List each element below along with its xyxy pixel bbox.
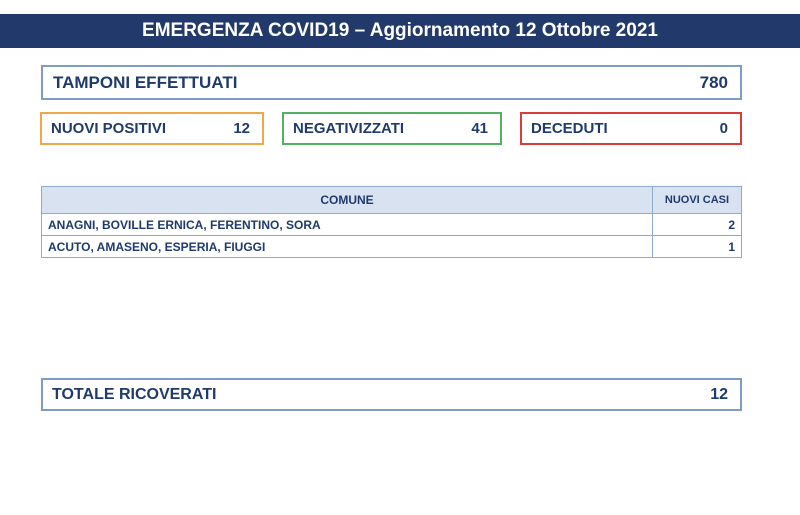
negativizzati-box bbox=[282, 112, 502, 145]
nuovi-casi-cell: 1 bbox=[653, 236, 742, 258]
table-row bbox=[42, 236, 742, 258]
table-header-row bbox=[42, 187, 742, 214]
negativizzati-value: 41 bbox=[471, 120, 488, 137]
tamponi-label: TAMPONI EFFETTUATI bbox=[53, 72, 238, 92]
nuovi-positivi-box bbox=[40, 112, 264, 145]
page-header bbox=[0, 14, 800, 48]
comune-cell: ACUTO, AMASENO, ESPERIA, FIUGGI bbox=[42, 236, 653, 258]
page-title: EMERGENZA COVID19 – Aggiornamento 12 Ottobre 2021 bbox=[142, 20, 658, 41]
deceduti-value: 0 bbox=[719, 120, 728, 137]
ricoverati-value: 12 bbox=[710, 385, 728, 403]
comune-cell: ANAGNI, BOVILLE ERNICA, FERENTINO, SORA bbox=[42, 214, 653, 236]
nuovi-casi-header: NUOVI CASI bbox=[653, 187, 742, 214]
nuovi-casi-cell: 2 bbox=[653, 214, 742, 236]
nuovi-positivi-value: 12 bbox=[233, 120, 250, 137]
nuovi-positivi-label: NUOVI POSITIVI bbox=[51, 120, 167, 137]
ricoverati-box bbox=[41, 378, 742, 411]
tamponi-value: 780 bbox=[699, 72, 728, 92]
comuni-table bbox=[41, 186, 742, 258]
comune-header: COMUNE bbox=[42, 187, 653, 214]
table-row bbox=[42, 214, 742, 236]
deceduti-box bbox=[520, 112, 742, 145]
tamponi-box bbox=[41, 65, 742, 100]
negativizzati-label: NEGATIVIZZATI bbox=[293, 120, 405, 137]
deceduti-label: DECEDUTI bbox=[531, 120, 608, 137]
ricoverati-label: TOTALE RICOVERATI bbox=[52, 385, 217, 403]
